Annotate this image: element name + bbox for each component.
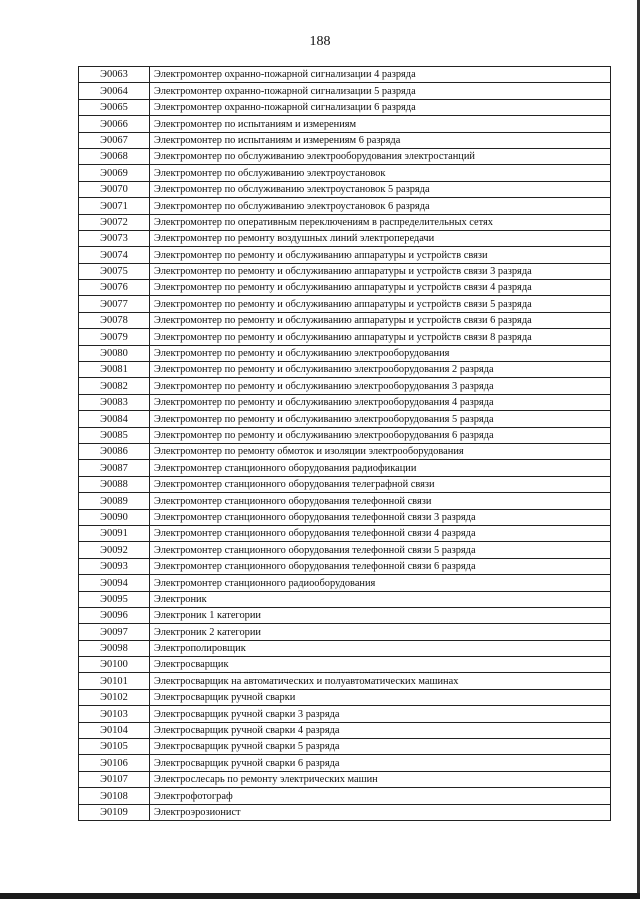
profession-code-cell: Э0093 bbox=[79, 558, 150, 574]
profession-name-cell: Электромонтер станционного оборудования телефонной связи 5 разряда bbox=[150, 542, 611, 558]
profession-name-cell: Электромонтер охранно-пожарной сигнализации 4 разряда bbox=[150, 67, 611, 83]
table-row bbox=[79, 394, 611, 410]
profession-name-cell: Электромонтер станционного оборудования телефонной связи bbox=[150, 493, 611, 509]
profession-code-cell: Э0065 bbox=[79, 99, 150, 115]
profession-code-cell: Э0096 bbox=[79, 607, 150, 623]
profession-code-cell: Э0092 bbox=[79, 542, 150, 558]
table-row bbox=[79, 476, 611, 492]
profession-code-cell: Э0073 bbox=[79, 230, 150, 246]
profession-code-cell: Э0085 bbox=[79, 427, 150, 443]
table-row bbox=[79, 214, 611, 230]
table-row bbox=[79, 181, 611, 197]
table-row bbox=[79, 67, 611, 83]
table-row bbox=[79, 640, 611, 656]
profession-code-cell: Э0105 bbox=[79, 739, 150, 755]
profession-name-cell: Электросварщик ручной сварки 5 разряда bbox=[150, 739, 611, 755]
table-row bbox=[79, 198, 611, 214]
profession-name-cell: Электросварщик bbox=[150, 657, 611, 673]
table-row bbox=[79, 411, 611, 427]
table-row bbox=[79, 509, 611, 525]
table-row bbox=[79, 575, 611, 591]
table-row bbox=[79, 230, 611, 246]
profession-name-cell: Электромонтер по ремонту и обслуживанию аппаратуры и устройств связи 6 разряда bbox=[150, 312, 611, 328]
profession-code-cell: Э0081 bbox=[79, 362, 150, 378]
table-row bbox=[79, 755, 611, 771]
profession-name-cell: Электросварщик ручной сварки 3 разряда bbox=[150, 706, 611, 722]
profession-name-cell: Электрослесарь по ремонту электрических машин bbox=[150, 771, 611, 787]
table-row bbox=[79, 542, 611, 558]
profession-code-cell: Э0076 bbox=[79, 280, 150, 296]
profession-name-cell: Электромонтер по обслуживанию электроустановок bbox=[150, 165, 611, 181]
profession-code-cell: Э0101 bbox=[79, 673, 150, 689]
profession-code-cell: Э0097 bbox=[79, 624, 150, 640]
profession-name-cell: Электромонтер по ремонту и обслуживанию электрооборудования 3 разряда bbox=[150, 378, 611, 394]
table-row bbox=[79, 657, 611, 673]
profession-name-cell: Электромонтер по ремонту и обслуживанию аппаратуры и устройств связи 5 разряда bbox=[150, 296, 611, 312]
profession-code-cell: Э0078 bbox=[79, 312, 150, 328]
page-number: 188 bbox=[309, 34, 331, 49]
profession-code-cell: Э0068 bbox=[79, 148, 150, 164]
profession-code-cell: Э0100 bbox=[79, 657, 150, 673]
profession-name-cell: Электромонтер по обслуживанию электроустановок 5 разряда bbox=[150, 181, 611, 197]
profession-code-cell: Э0066 bbox=[79, 116, 150, 132]
profession-name-cell: Электросварщик ручной сварки 6 разряда bbox=[150, 755, 611, 771]
table-row bbox=[79, 525, 611, 541]
profession-code-cell: Э0072 bbox=[79, 214, 150, 230]
table-row bbox=[79, 624, 611, 640]
table-row bbox=[79, 165, 611, 181]
profession-code-cell: Э0079 bbox=[79, 329, 150, 345]
profession-code-cell: Э0064 bbox=[79, 83, 150, 99]
table-row bbox=[79, 788, 611, 804]
profession-code-cell: Э0086 bbox=[79, 443, 150, 459]
table-row bbox=[79, 345, 611, 361]
table-row bbox=[79, 329, 611, 345]
profession-name-cell: Электромонтер по ремонту и обслуживанию электрооборудования 5 разряда bbox=[150, 411, 611, 427]
profession-code-cell: Э0091 bbox=[79, 525, 150, 541]
table-row bbox=[79, 296, 611, 312]
profession-code-cell: Э0063 bbox=[79, 67, 150, 83]
profession-name-cell: Электромонтер по обслуживанию электрооборудования электростанций bbox=[150, 148, 611, 164]
table-row bbox=[79, 83, 611, 99]
table-row bbox=[79, 673, 611, 689]
profession-name-cell: Электромонтер по ремонту и обслуживанию электрооборудования 4 разряда bbox=[150, 394, 611, 410]
table-row bbox=[79, 247, 611, 263]
profession-name-cell: Электромонтер охранно-пожарной сигнализации 6 разряда bbox=[150, 99, 611, 115]
table-row bbox=[79, 591, 611, 607]
profession-code-cell: Э0104 bbox=[79, 722, 150, 738]
profession-name-cell: Электромонтер по оперативным переключениям в распределительных сетях bbox=[150, 214, 611, 230]
profession-code-cell: Э0109 bbox=[79, 804, 150, 820]
profession-code-cell: Э0074 bbox=[79, 247, 150, 263]
profession-name-cell: Электросварщик на автоматических и полуавтоматических машинах bbox=[150, 673, 611, 689]
profession-name-cell: Электроник bbox=[150, 591, 611, 607]
table-row bbox=[79, 722, 611, 738]
profession-name-cell: Электроник 1 категории bbox=[150, 607, 611, 623]
profession-code-cell: Э0080 bbox=[79, 345, 150, 361]
scan-edge-bottom bbox=[0, 893, 640, 899]
profession-code-cell: Э0102 bbox=[79, 689, 150, 705]
profession-name-cell: Электромонтер станционного оборудования телефонной связи 6 разряда bbox=[150, 558, 611, 574]
table-row bbox=[79, 558, 611, 574]
profession-code-cell: Э0088 bbox=[79, 476, 150, 492]
profession-code-cell: Э0106 bbox=[79, 755, 150, 771]
profession-name-cell: Электромонтер по ремонту обмоток и изоляции электрооборудования bbox=[150, 443, 611, 459]
profession-codes-table bbox=[78, 66, 611, 821]
profession-name-cell: Электромонтер по ремонту и обслуживанию электрооборудования bbox=[150, 345, 611, 361]
table-row bbox=[79, 116, 611, 132]
profession-code-cell: Э0077 bbox=[79, 296, 150, 312]
profession-code-cell: Э0070 bbox=[79, 181, 150, 197]
profession-name-cell: Электромонтер по ремонту и обслуживанию аппаратуры и устройств связи 8 разряда bbox=[150, 329, 611, 345]
profession-code-cell: Э0108 bbox=[79, 788, 150, 804]
profession-name-cell: Электромонтер по ремонту воздушных линий электропередачи bbox=[150, 230, 611, 246]
profession-code-cell: Э0095 bbox=[79, 591, 150, 607]
table-row bbox=[79, 312, 611, 328]
table-row bbox=[79, 689, 611, 705]
profession-name-cell: Электросварщик ручной сварки 4 разряда bbox=[150, 722, 611, 738]
table-row bbox=[79, 739, 611, 755]
profession-name-cell: Электрофотограф bbox=[150, 788, 611, 804]
table-row bbox=[79, 443, 611, 459]
table-row bbox=[79, 427, 611, 443]
table-row bbox=[79, 132, 611, 148]
table-row bbox=[79, 263, 611, 279]
profession-name-cell: Электромонтер по испытаниям и измерениям bbox=[150, 116, 611, 132]
profession-code-cell: Э0089 bbox=[79, 493, 150, 509]
table-row bbox=[79, 771, 611, 787]
profession-name-cell: Электромонтер охранно-пожарной сигнализации 5 разряда bbox=[150, 83, 611, 99]
profession-name-cell: Электросварщик ручной сварки bbox=[150, 689, 611, 705]
profession-name-cell: Электрополировщик bbox=[150, 640, 611, 656]
table-body bbox=[79, 67, 611, 821]
profession-code-cell: Э0107 bbox=[79, 771, 150, 787]
profession-name-cell: Электромонтер станционного оборудования телефонной связи 3 разряда bbox=[150, 509, 611, 525]
profession-code-cell: Э0082 bbox=[79, 378, 150, 394]
profession-code-cell: Э0071 bbox=[79, 198, 150, 214]
profession-name-cell: Электромонтер по ремонту и обслуживанию электрооборудования 2 разряда bbox=[150, 362, 611, 378]
profession-code-cell: Э0069 bbox=[79, 165, 150, 181]
profession-code-cell: Э0090 bbox=[79, 509, 150, 525]
profession-code-cell: Э0103 bbox=[79, 706, 150, 722]
profession-name-cell: Электромонтер по ремонту и обслуживанию аппаратуры и устройств связи bbox=[150, 247, 611, 263]
profession-name-cell: Электромонтер по обслуживанию электроустановок 6 разряда bbox=[150, 198, 611, 214]
profession-name-cell: Электромонтер по ремонту и обслуживанию аппаратуры и устройств связи 4 разряда bbox=[150, 280, 611, 296]
table-row bbox=[79, 607, 611, 623]
profession-name-cell: Электромонтер по ремонту и обслуживанию электрооборудования 6 разряда bbox=[150, 427, 611, 443]
profession-code-cell: Э0087 bbox=[79, 460, 150, 476]
profession-code-cell: Э0075 bbox=[79, 263, 150, 279]
table-row bbox=[79, 378, 611, 394]
table-row bbox=[79, 362, 611, 378]
table-row bbox=[79, 280, 611, 296]
profession-code-cell: Э0098 bbox=[79, 640, 150, 656]
table-row bbox=[79, 99, 611, 115]
profession-name-cell: Электроник 2 категории bbox=[150, 624, 611, 640]
profession-name-cell: Электромонтер станционного оборудования телеграфной связи bbox=[150, 476, 611, 492]
profession-name-cell: Электромонтер по испытаниям и измерениям 6 разряда bbox=[150, 132, 611, 148]
table-row bbox=[79, 804, 611, 820]
table-row bbox=[79, 706, 611, 722]
profession-code-cell: Э0084 bbox=[79, 411, 150, 427]
profession-name-cell: Электромонтер по ремонту и обслуживанию аппаратуры и устройств связи 3 разряда bbox=[150, 263, 611, 279]
profession-name-cell: Электроэрозионист bbox=[150, 804, 611, 820]
profession-name-cell: Электромонтер станционного оборудования радиофикации bbox=[150, 460, 611, 476]
profession-code-cell: Э0083 bbox=[79, 394, 150, 410]
profession-name-cell: Электромонтер станционного радиооборудования bbox=[150, 575, 611, 591]
profession-code-cell: Э0067 bbox=[79, 132, 150, 148]
profession-code-cell: Э0094 bbox=[79, 575, 150, 591]
table-row bbox=[79, 148, 611, 164]
profession-name-cell: Электромонтер станционного оборудования телефонной связи 4 разряда bbox=[150, 525, 611, 541]
table-row bbox=[79, 493, 611, 509]
table-row bbox=[79, 460, 611, 476]
